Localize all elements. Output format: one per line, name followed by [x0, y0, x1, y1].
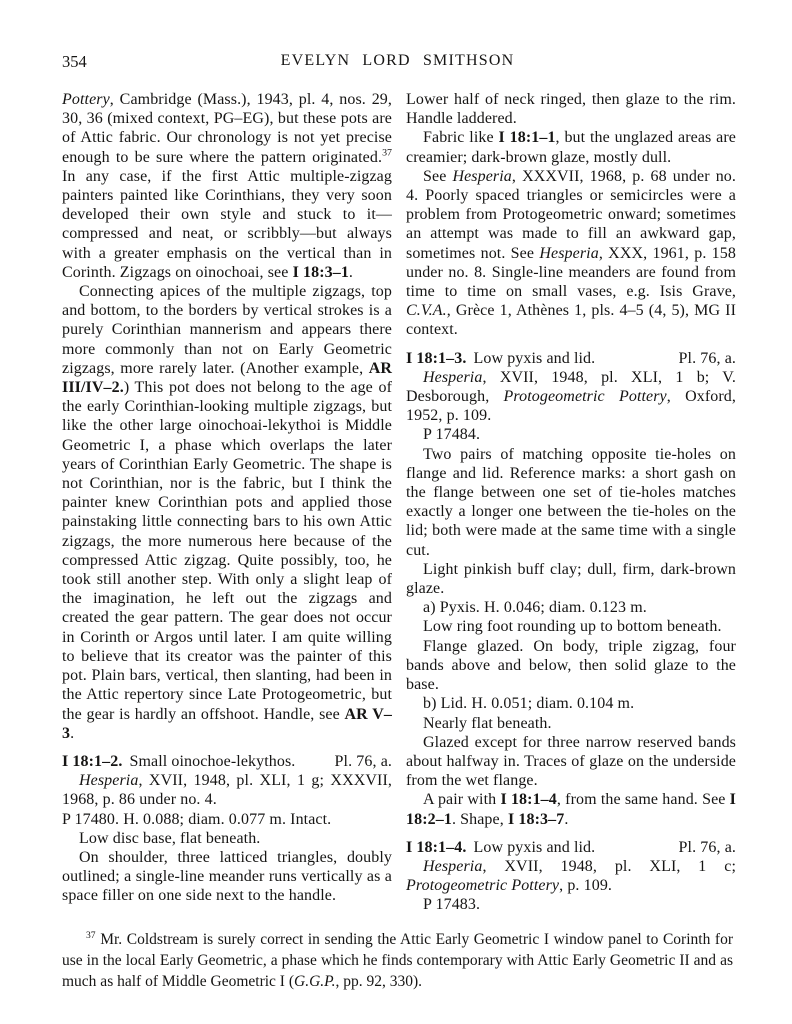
running-head: EVELYN LORD SMITHSON [280, 52, 515, 69]
paragraph: $^{37}$ Mr. Coldstream is surely correct in sending the Attic Early Geometric I window panel to Corinth for use in the local Early Geometric, a phase which he finds contemporary with Attic Early Geometric II and as much as half of Middle Geometric I (G.G.P., pp. 92, 330). [62, 929, 733, 991]
column-right [406, 90, 736, 915]
paragraph: Hesperia, XVII, 1948, pl. XLI, 1 c; Protogeometric Pottery, p. 109. [406, 857, 736, 895]
footnote [62, 929, 733, 993]
catalog-entry-id: I 18:1–4. [406, 838, 467, 856]
paragraph: Hesperia, XVII, 1948, pl. XLI, 1 g; XXXVII, 1968, p. 86 under no. 4. [62, 772, 392, 809]
catalog-entry-title: I 18:1–2. Small oinochoe-lekythos. [62, 752, 296, 770]
paragraph: A pair with I 18:1–4, from the same hand. See I 18:2–1. Shape, I 18:3–7. [406, 791, 736, 828]
catalog-entry-heading [406, 838, 736, 857]
catalog-entry-title: I 18:1–4. Low pyxis and lid. [406, 838, 596, 856]
catalog-entry-id: I 18:1–2. [62, 752, 123, 770]
paragraph: P 17480. H. 0.088; diam. 0.077 m. Intact. [62, 810, 332, 828]
paragraph: a) Pyxis. H. 0.046; diam. 0.123 m. [423, 599, 647, 617]
paragraph: Low disc base, flat beneath. [79, 829, 261, 847]
paragraph: Flange glazed. On body, triple zigzag, four bands above and below, then solid glaze to the base. [406, 637, 736, 694]
paragraph: Light pinkish buff clay; dull, firm, dark-brown glaze. [406, 560, 736, 598]
paragraph: Fabric like I 18:1–1, but the unglazed areas are creamier; dark-brown glaze, mostly dull. [406, 129, 736, 166]
catalog-entry-heading [406, 349, 736, 368]
paragraph: Two pairs of matching opposite tie-holes on flange and lid. Reference marks: a short gash on the flange between one set of tie-holes matches exactly a longer one between the tie-holes on the lid; both were made at the same time with a single cut. [406, 445, 736, 559]
paragraph: See Hesperia, XXXVII, 1968, p. 68 under no. 4. Poorly spaced triangles or semicircles were a problem from Protogeometric onward; sometimes an attempt was made to fill an awkward gap, sometimes not. See Hesperia, XXX, 1961, p. 158 under no. 8. Single-line meanders are found from time to time on small vases, e.g. Isis Grave, C.V.A., Grèce 1, Athènes 1, pls. 4–5 (4, 5), MG II context. [406, 167, 736, 339]
paragraph: Nearly flat beneath. [423, 714, 552, 732]
paragraph: Pottery, Cambridge (Mass.), 1943, pl. 4, nos. 29, 30, 36 (mixed context, PG–EG), but these pots are of Attic fabric. Our chronology is not yet precise enough to be sure where the pattern originated.$^{37}$ In any case, if the first Attic multiple-zigzag painters painted like Corinthians, they very soon developed their own style and stuck to it—compressed and neat, or scribbly—but always with a greater emphasis on the vertical than in Corinth. Zigzags on oinochoai, see I 18:3–1. [62, 91, 392, 281]
column-left [62, 90, 392, 915]
plate-reference: Pl. 76, a. [334, 752, 392, 770]
catalog-entry-heading [62, 752, 392, 771]
footnote-marker: 37 [382, 147, 392, 159]
paragraph: Connecting apices of the multiple zigzags, top and bottom, to the borders by vertical strokes is a purely Corinthian mannerism and appears there more commonly than not on Early Geometric zigzags, more rarely later. (Another example, AR III/IV–2.) This pot does not belong to the age of the early Corinthian-looking multiple zigzags, but like the other large oinochoai-lekythoi is Middle Geometric I, a phase which overlaps the later years of Corinthian Early Geometric. The shape is not Corinthian, nor is the fabric, but I think the painter knew Corinthian pots and applied those painstaking little connecting bars to his own Attic zigzags, the more numerous here because of the compressed Attic zigzag. Quite possibly, too, he took still another step. With only a slight leap of the imagination, he left out the zigzags and created the gear pattern. The gear does not occur in Corinth or Argos until later. I am quite willing to believe that its creator was the painter of this pot. Plain bars, vertical, then slanting, had been in the Attic repertory since Late Protogeometric, but the gear is hardly an offshoot. Handle, see AR V–3. [62, 283, 392, 742]
paragraph: Glazed except for three narrow reserved bands about halfway in. Traces of glaze on the underside from the wet flange. [406, 733, 736, 790]
catalog-entry-id: I 18:1–3. [406, 349, 467, 367]
paragraph: On shoulder, three latticed triangles, doubly outlined; a single-line meander runs vertically as a space filler on one side next to the handle. [62, 848, 392, 905]
catalog-entry-title: I 18:1–3. Low pyxis and lid. [406, 349, 596, 367]
paragraph: Lower half of neck ringed, then glaze to the rim. Handle laddered. [406, 91, 736, 128]
paragraph: P 17483. [423, 896, 481, 914]
page-number: 354 [62, 52, 87, 71]
paragraph: Low ring foot rounding up to bottom beneath. [423, 618, 722, 636]
page-header [62, 52, 733, 72]
plate-reference: Pl. 76, a. [678, 838, 736, 856]
paragraph: P 17484. [423, 426, 481, 444]
paragraph: b) Lid. H. 0.051; diam. 0.104 m. [423, 695, 635, 713]
text-columns [62, 90, 736, 915]
plate-reference: Pl. 76, a. [678, 349, 736, 367]
footnote-marker: 37 [86, 929, 96, 941]
paragraph: Hesperia, XVII, 1948, pl. XLI, 1 b; V. Desborough, Protogeometric Pottery, Oxford, 1952, p. 109. [406, 368, 736, 425]
